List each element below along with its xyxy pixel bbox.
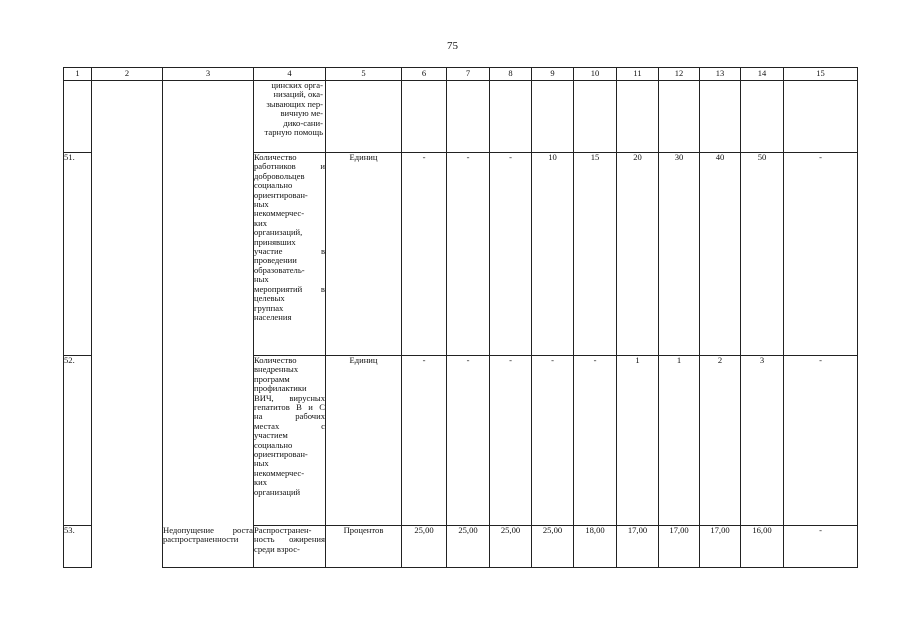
text-line: участие в: [254, 246, 325, 257]
text-line: местах с: [254, 420, 325, 431]
unit-cell: Единиц: [326, 356, 402, 526]
value-cell: [617, 81, 659, 153]
column-number: 6: [402, 68, 447, 81]
value-cell: -: [784, 356, 858, 526]
text-line: социально: [254, 439, 293, 450]
value-cell: 25,00: [532, 526, 574, 568]
text-line: профилактики: [254, 383, 307, 394]
column-number: 2: [92, 68, 163, 81]
value-cell: -: [447, 356, 490, 526]
continued-row: [64, 81, 858, 153]
text-line: тарную помощь: [264, 127, 323, 138]
column-number: 4: [254, 68, 326, 81]
unit-cell: Процентов: [326, 526, 402, 568]
text-line: участием: [254, 430, 288, 441]
unit-cell: [326, 81, 402, 153]
text-line: распространенности: [163, 533, 239, 544]
value-cell: 50: [741, 153, 784, 356]
column-number: 8: [490, 68, 532, 81]
text-line: Недопущение роста: [163, 525, 253, 535]
value-cell: -: [402, 153, 447, 356]
text-line: зывающих пер-: [266, 98, 323, 109]
col3-cell: [163, 356, 254, 526]
column-number: 5: [326, 68, 402, 81]
text-line: цинских орга-: [271, 80, 323, 90]
text-line: социально: [254, 180, 293, 191]
col2-cell: [92, 356, 163, 526]
value-cell: [447, 81, 490, 153]
column-number: 1: [64, 68, 92, 81]
value-cell: 15: [574, 153, 617, 356]
text-line: целевых: [254, 293, 285, 304]
table-row: [64, 153, 858, 356]
value-cell: 10: [532, 153, 574, 356]
page-number: 75: [447, 40, 458, 52]
value-cell: -: [447, 153, 490, 356]
text-line: среди взрос-: [254, 543, 300, 554]
text-line: некоммерчес-: [254, 208, 305, 219]
column-number: 3: [163, 68, 254, 81]
value-cell: [532, 81, 574, 153]
text-line: образователь-: [254, 264, 305, 275]
column-number: 7: [447, 68, 490, 81]
value-cell: 1: [617, 356, 659, 526]
row-number-cell: 52.: [64, 356, 92, 526]
text-line: низаций, ока-: [273, 89, 323, 100]
text-line: Количество: [254, 152, 297, 162]
text-line: мероприятий в: [254, 283, 325, 294]
text-line: ность ожирения: [254, 534, 325, 545]
value-cell: [490, 81, 532, 153]
indicator-name-cell: [254, 153, 326, 356]
text-line: ких: [254, 477, 268, 488]
text-line: принявших: [254, 236, 296, 247]
text-line: населения: [254, 311, 292, 322]
text-line: организаций: [254, 486, 301, 497]
value-cell: -: [402, 356, 447, 526]
text-line: Распространен-: [254, 525, 312, 535]
col3-cell: [163, 526, 254, 568]
value-cell: 20: [617, 153, 659, 356]
table-row: [64, 526, 858, 568]
text-line: добровольцев: [254, 170, 305, 181]
col2-cell: [92, 526, 163, 568]
value-cell: -: [490, 356, 532, 526]
text-line: ных: [254, 458, 269, 469]
value-cell: 17,00: [617, 526, 659, 568]
value-cell: 25,00: [402, 526, 447, 568]
column-number: 9: [532, 68, 574, 81]
text-line: работников и: [254, 161, 325, 172]
value-cell: 40: [700, 153, 741, 356]
value-cell: 16,00: [741, 526, 784, 568]
value-cell: 30: [659, 153, 700, 356]
text-line: гепатитов В и С: [254, 402, 325, 413]
value-cell: [574, 81, 617, 153]
col3-cell: [163, 81, 254, 153]
text-line: программ: [254, 373, 290, 384]
column-number: 12: [659, 68, 700, 81]
value-cell: -: [574, 356, 617, 526]
col2-cell: [92, 81, 163, 153]
value-cell: 25,00: [447, 526, 490, 568]
text-line: на рабочих: [254, 411, 325, 422]
text-line: ных: [254, 274, 269, 285]
col2-cell: [92, 153, 163, 356]
value-cell: 25,00: [490, 526, 532, 568]
value-cell: [659, 81, 700, 153]
col3-cell: [163, 153, 254, 356]
text-line: ных: [254, 199, 269, 210]
value-cell: 18,00: [574, 526, 617, 568]
text-line: ких: [254, 217, 268, 228]
value-cell: 17,00: [659, 526, 700, 568]
column-number: 14: [741, 68, 784, 81]
value-cell: 2: [700, 356, 741, 526]
value-cell: 1: [659, 356, 700, 526]
value-cell: -: [784, 526, 858, 568]
value-cell: 3: [741, 356, 784, 526]
unit-cell: Единиц: [326, 153, 402, 356]
indicator-rows: [64, 153, 858, 568]
value-cell: [784, 81, 858, 153]
value-cell: [700, 81, 741, 153]
column-number: 10: [574, 68, 617, 81]
text-line: ориентирован-: [254, 449, 308, 460]
text-line: Количество: [254, 355, 297, 365]
value-cell: -: [490, 153, 532, 356]
text-line: внедренных: [254, 364, 299, 375]
indicator-name-cell: [254, 81, 326, 153]
value-cell: -: [532, 356, 574, 526]
indicator-table: [63, 67, 858, 568]
column-number-row: [64, 68, 858, 81]
column-number: 15: [784, 68, 858, 81]
indicator-name-cell: [254, 356, 326, 526]
text-line: вичную ме-: [280, 108, 323, 119]
text-line: проведении: [254, 255, 297, 266]
row-number-cell: [64, 81, 92, 153]
text-line: группах: [254, 302, 284, 313]
text-line: ориентирован-: [254, 189, 308, 200]
column-number: 11: [617, 68, 659, 81]
text-line: дико-сани-: [283, 117, 323, 128]
row-number-cell: 51.: [64, 153, 92, 356]
value-cell: [402, 81, 447, 153]
value-cell: 17,00: [700, 526, 741, 568]
table-row: [64, 356, 858, 526]
value-cell: [741, 81, 784, 153]
value-cell: -: [784, 153, 858, 356]
column-number: 13: [700, 68, 741, 81]
text-line: некоммерчес-: [254, 467, 305, 478]
text-line: ВИЧ, вирусных: [254, 392, 325, 403]
row-number-cell: 53.: [64, 526, 92, 568]
indicator-name-cell: [254, 526, 326, 568]
text-line: организаций,: [254, 227, 303, 238]
